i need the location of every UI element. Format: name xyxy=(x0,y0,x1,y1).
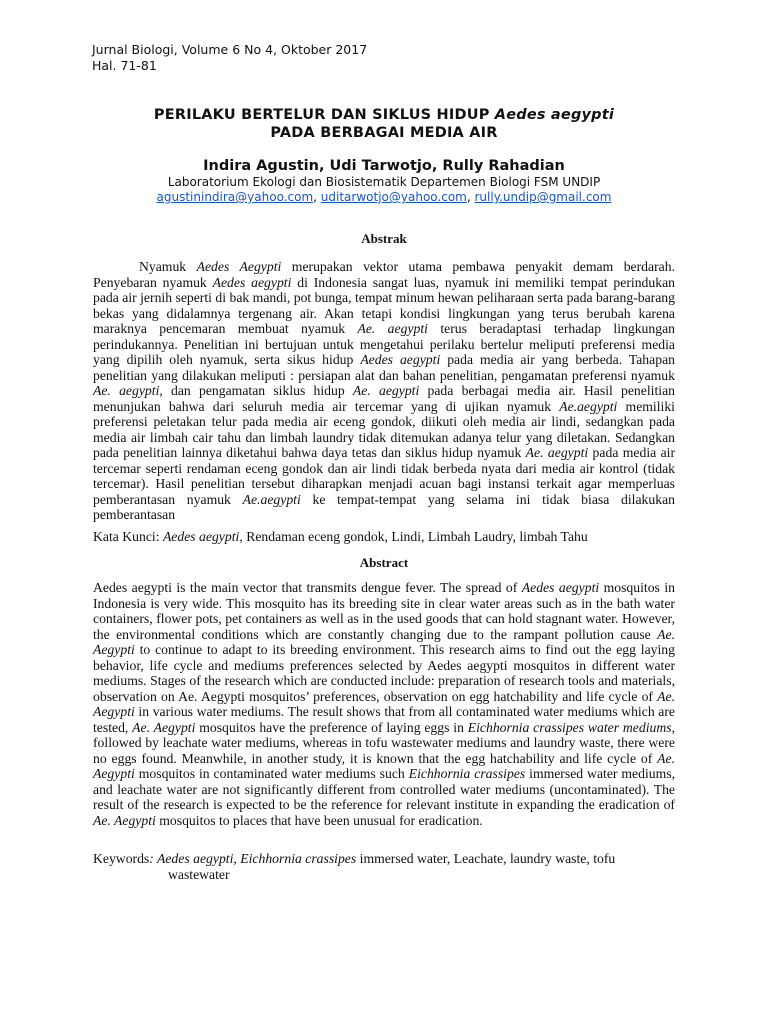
email-link-1[interactable]: agustinindira@yahoo.com xyxy=(156,190,314,204)
kata-kunci: Kata Kunci: Aedes aegypti, Rendaman eceng gondok, Lindi, Limbah Laudry, limbah Tahu xyxy=(93,529,588,544)
affiliation: Laboratorium Ekologi dan Biosistematik Departemen Biologi FSM UNDIP xyxy=(167,175,601,189)
paper-title xyxy=(0,106,768,142)
abstrak-body: Nyamuk Aedes Aegypti merupakan vektor utama pembawa penyakit demam berdarah. Penyebaran nyamuk Aedes aegypti di Indonesia sangat luas, nyamuk ini memiliki tempat perindukan pada air jernih seperti di bak mandi, pot bunga, tempat minum hewan peliharaan serta pada barang-barang bekas yang didalamnya tergenang air. Akan tetapi kondisi lingkungan yang terus berubah karena maraknya pencemaran membuat nyamuk Ae. aegypti terus beradaptasi terhadap lingkungan perindukannya. Penelitian ini bertujuan untuk mengetahui perilaku bertelur meliputi preferensi media yang dipilih oleh nyamuk, serta sikus hidup Aedes aegypti pada media air yang berbeda. Tahapan penelitian yang dilakukan meliputi : persiapan alat dan bahan penelitian, pengamatan preferensi nyamuk Ae. aegypti, dan pengamatan siklus hidup Ae. aegypti pada berbagai media air. Hasil penelitian menunjukan bahwa dari seluruh media air tercemar yang di ujikan nyamuk Ae.aegypti memiliki preferensi peletakan telur pada media air eceng gondok, diikuti oleh media air lindi, sedangkan pada media air limbah cair tahu dan limbah laundry tidak ditemukan adanya telur yang diletakan. Sedangkan pada penelitian lainnya diketahui bahwa daya tetas dan siklus hidup nyamuk Ae. aegypti pada media air tercemar seperti rendaman eceng gondok dan air lindi tidak berbeda nyata dari media air kontrol (tidak tercemar). Hasil penelitian tersebut diharapkan menjadi acuan bagi instansi terkait agar memperluas pemberantasan nyamuk Ae.aegypti ke tempat-tempat yang selama ini tidak biasa dilakukan pemberantasan xyxy=(93,259,675,522)
abstract-body: Aedes aegypti is the main vector that transmits dengue fever. The spread of Aedes aegypti mosquitos in Indonesia is very wide. This mosquito has its breeding site in clear water areas such as in the bath water containers, flower pots, pet containers as well as in the used goods that can hold stagnant water. However, the environmental conditions which are constantly changing due to the rampant pollution cause Ae. Aegypti to continue to adapt to its breeding environment. This research aims to find out the egg laying behavior, life cycle and mediums preferences selected by Aedes aegypti mosquitos in different water mediums. Stages of the research which are conducted include: preparation of research tools and materials, observation on Ae. Aegypti mosquitos’ preferences, observation on egg hatchability and life cycle of Ae. Aegypti in various water mediums. The result shows that from all contaminated water mediums which are tested, Ae. Aegypti mosquitos have the preference of laying eggs in Eichhornia crassipes water mediums, followed by leachate water mediums, whereas in tofu wastewater mediums and laundry waste, there were no eggs found. Meanwhile, in another study, it is known that the egg hatchability and life cycle of Ae. Aegypti mosquitos in contaminated water mediums such Eichhornia crassipes immersed water mediums, and leachate water are not significantly different from controlled water mediums (uncontaminated). The result of the research is expected to be the reference for relevant institute in expanding the eradication of Ae. Aegypti mosquitos to places that have been unusual for eradication. xyxy=(93,580,675,828)
keywords: Keywords: Aedes aegypti, Eichhornia crassipes immersed water, Leachate, laundry waste, tofu wastewater xyxy=(93,851,675,882)
authors: Indira Agustin, Udi Tarwotjo, Rully Rahadian xyxy=(203,158,565,174)
journal-header xyxy=(92,42,367,74)
title-line-1 xyxy=(0,106,768,124)
title-prefix: PERILAKU BERTELUR DAN SIKLUS HIDUP xyxy=(153,107,495,123)
author-emails: agustinindira@yahoo.com, uditarwotjo@yahoo.com, rully.undip@gmail.com xyxy=(156,190,612,204)
keywords-continuation: wastewater xyxy=(168,866,230,882)
email-link-2[interactable]: uditarwotjo@yahoo.com xyxy=(320,190,467,204)
email-link-3[interactable]: rully.undip@gmail.com xyxy=(474,190,612,204)
abstrak-heading: Abstrak xyxy=(361,231,407,246)
abstract-heading: Abstract xyxy=(359,555,409,570)
title-line-2: PADA BERBAGAI MEDIA AIR xyxy=(270,125,498,141)
title-species: Aedes aegypti xyxy=(494,107,615,123)
journal-pages-line: Hal. 71-81 xyxy=(92,58,157,73)
journal-volume-line: Jurnal Biologi, Volume 6 No 4, Oktober 2017 xyxy=(92,42,368,57)
